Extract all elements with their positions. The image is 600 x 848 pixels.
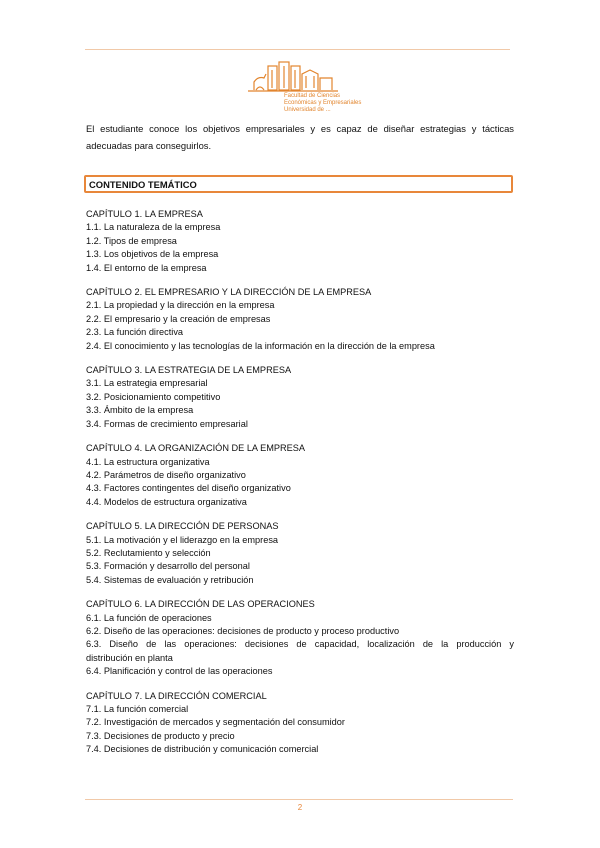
intro-paragraph: El estudiante conoce los objetivos empresariales y es capaz de diseñar estrategias y tácticas adecuadas para conseguirlos. bbox=[86, 123, 514, 151]
logo-text-line-3: Universidad de ... bbox=[284, 107, 331, 113]
chapter-title: CAPÍTULO 5. LA DIRECCIÓN DE PERSONAS bbox=[86, 521, 279, 532]
chapter-item: 5.1. La motivación y el liderazgo en la empresa bbox=[86, 534, 279, 545]
chapter-item: 7.1. La función comercial bbox=[86, 704, 189, 714]
chapter-item: 7.2. Investigación de mercados y segmentación del consumidor bbox=[86, 717, 345, 728]
chapter-2 bbox=[86, 286, 514, 353]
header-rule bbox=[85, 49, 510, 50]
chapter-6 bbox=[86, 598, 514, 678]
chapter-item: 3.3. Ámbito de la empresa bbox=[86, 405, 194, 416]
chapter-item: 3.1. La estrategia empresarial bbox=[86, 378, 208, 389]
chapter-item: 1.4. El entorno de la empresa bbox=[86, 262, 207, 273]
section-title-box bbox=[84, 175, 513, 193]
chapter-item: 7.3. Decisiones de producto y precio bbox=[86, 730, 235, 741]
chapter-1 bbox=[86, 208, 514, 275]
chapter-list bbox=[86, 208, 514, 768]
chapter-item: 1.3. Los objetivos de la empresa bbox=[86, 249, 219, 260]
chapter-item: 5.2. Reclutamiento y selección bbox=[86, 547, 211, 558]
footer-rule bbox=[85, 799, 513, 800]
chapter-item: 2.1. La propiedad y la dirección en la empresa bbox=[86, 300, 275, 311]
chapter-title: CAPÍTULO 1. LA EMPRESA bbox=[86, 209, 203, 219]
chapter-title: CAPÍTULO 4. LA ORGANIZACIÓN DE LA EMPRESA bbox=[86, 443, 306, 454]
chapter-7 bbox=[86, 690, 514, 757]
chapter-title: CAPÍTULO 7. LA DIRECCIÓN COMERCIAL bbox=[86, 690, 267, 701]
section-title: CONTENIDO TEMÁTICO bbox=[89, 179, 197, 190]
logo-text-line-1: Facultad de Ciencias bbox=[284, 93, 341, 99]
chapter-item: 4.4. Modelos de estructura organizativa bbox=[86, 496, 247, 507]
chapter-title: CAPÍTULO 2. EL EMPRESARIO Y LA DIRECCIÓN DE LA EMPRESA bbox=[86, 287, 372, 298]
chapter-item-continuation: distribución en planta bbox=[86, 652, 173, 663]
chapter-item: 6.2. Diseño de las operaciones: decisiones de producto y proceso productivo bbox=[86, 625, 400, 636]
chapter-item: 3.2. Posicionamiento competitivo bbox=[86, 391, 221, 402]
chapter-item: 1.2. Tipos de empresa bbox=[86, 235, 177, 246]
chapter-item: 6.3. Diseño de las operaciones: decisiones de capacidad, localización de la producción y bbox=[86, 639, 514, 650]
chapter-item: 6.4. Planificación y control de las operaciones bbox=[86, 666, 273, 677]
chapter-item: 4.1. La estructura organizativa bbox=[86, 456, 210, 467]
chapter-item: 6.1. La función de operaciones bbox=[86, 612, 212, 623]
faculty-logo bbox=[248, 60, 362, 116]
chapter-item: 2.4. El conocimiento y las tecnologías de la información en la dirección de la empresa bbox=[86, 340, 435, 351]
chapter-item: 3.4. Formas de crecimiento empresarial bbox=[86, 418, 248, 429]
chapter-item: 7.4. Decisiones de distribución y comunicación comercial bbox=[86, 744, 319, 755]
chapter-4 bbox=[86, 442, 514, 509]
chapter-item: 2.3. La función directiva bbox=[86, 327, 184, 338]
chapter-item: 4.3. Factores contingentes del diseño organizativo bbox=[86, 483, 291, 494]
chapter-item: 5.3. Formación y desarrollo del personal bbox=[86, 561, 250, 572]
chapter-item: 4.2. Parámetros de diseño organizativo bbox=[86, 469, 246, 480]
chapter-title: CAPÍTULO 3. LA ESTRATEGIA DE LA EMPRESA bbox=[86, 365, 292, 376]
page-number: 2 bbox=[297, 803, 303, 812]
chapter-title: CAPÍTULO 6. LA DIRECCIÓN DE LAS OPERACIONES bbox=[86, 599, 315, 610]
chapter-item: 1.1. La naturaleza de la empresa bbox=[86, 222, 221, 233]
logo-text-line-2: Económicas y Empresariales bbox=[284, 100, 362, 106]
chapter-item: 5.4. Sistemas de evaluación y retribución bbox=[86, 574, 254, 585]
chapter-item: 2.2. El empresario y la creación de empresas bbox=[86, 313, 271, 324]
chapter-5 bbox=[86, 520, 514, 587]
chapter-3 bbox=[86, 364, 514, 431]
